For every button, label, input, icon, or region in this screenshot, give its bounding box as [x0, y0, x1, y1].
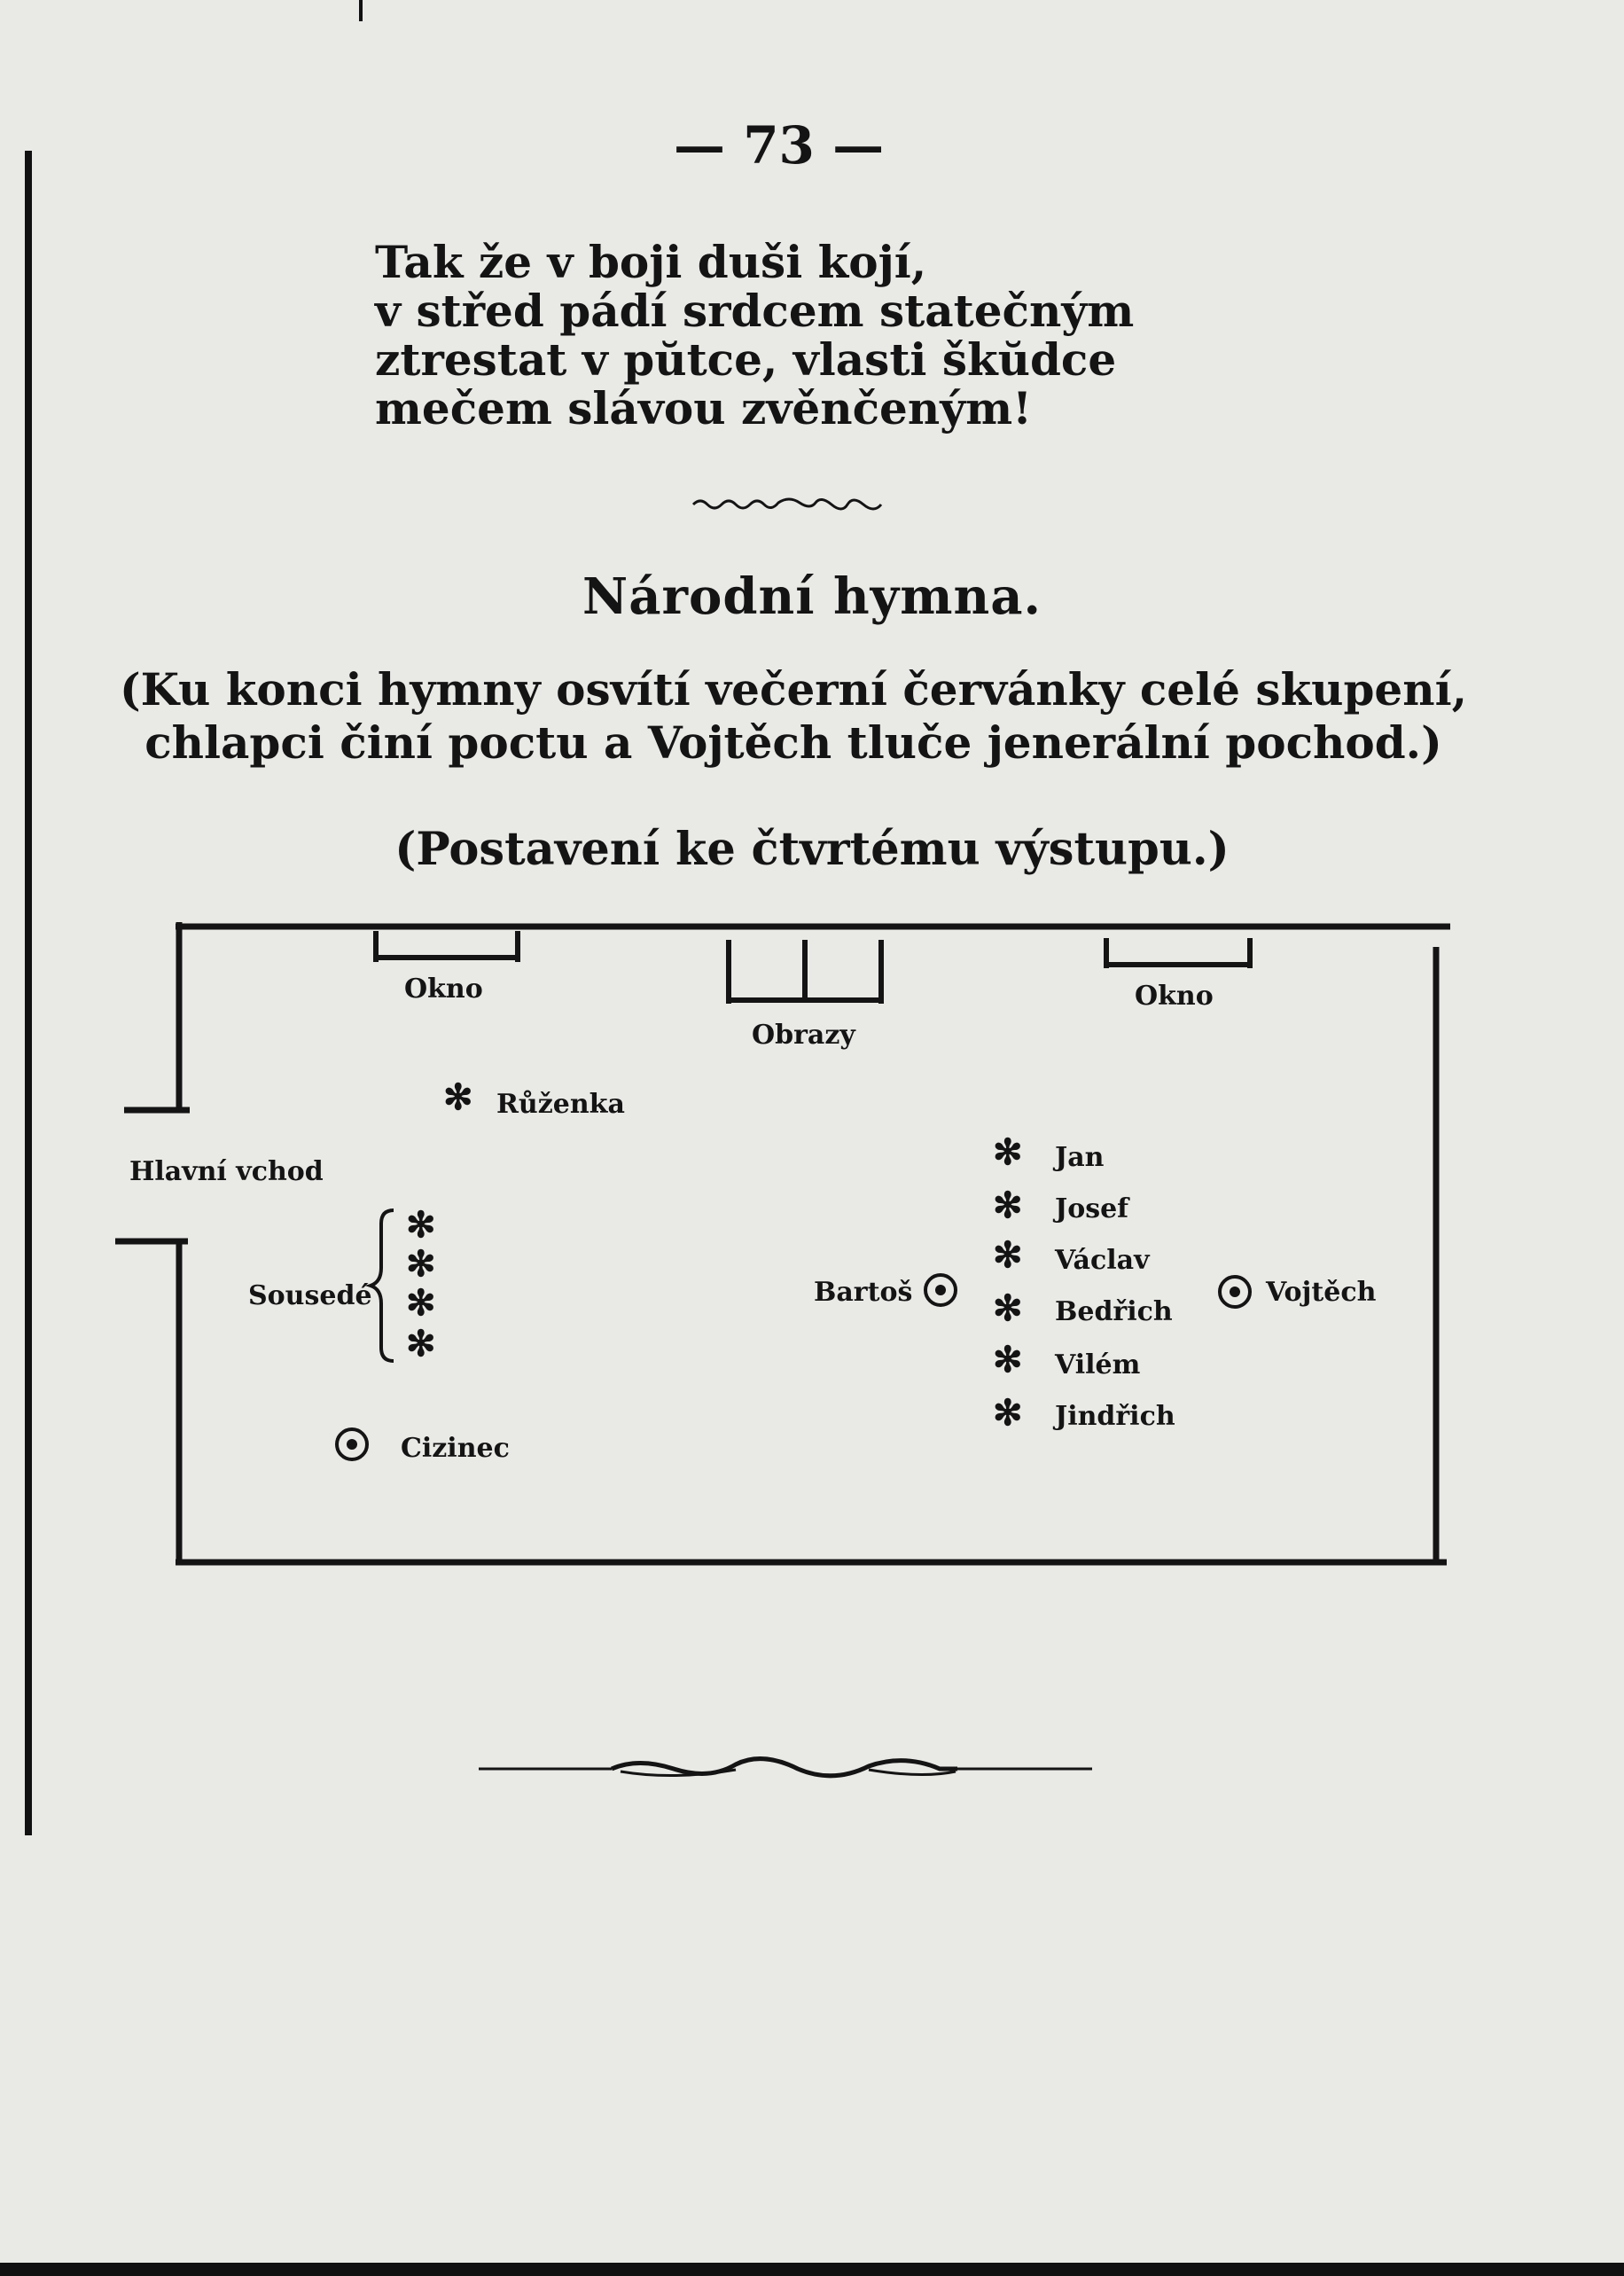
boy-marker: ✻	[993, 1234, 1023, 1276]
boy-marker: ✻	[993, 1131, 1023, 1173]
section-heading: Národní hymna.	[582, 567, 1042, 626]
boy-name: Václav	[1055, 1245, 1150, 1276]
neighbours-label: Sousedé	[248, 1280, 372, 1311]
stranger-marker	[335, 1427, 369, 1461]
boy-name: Vilém	[1055, 1349, 1141, 1380]
boy-marker: ✻	[993, 1287, 1023, 1329]
stranger-label: Cizinec	[401, 1433, 510, 1464]
pictures-label: Obrazy	[752, 1020, 855, 1051]
neighbour-marker: ✻	[406, 1243, 436, 1285]
neighbour-marker: ✻	[406, 1204, 436, 1246]
boy-name: Bedřich	[1055, 1296, 1173, 1327]
boy-marker: ✻	[993, 1185, 1023, 1226]
vojtech-marker	[1218, 1275, 1252, 1309]
stage-direction-line: (Ku konci hymny osvítí večerní červánky celé skupení,	[120, 663, 1467, 716]
ruzenka-label: Růženka	[496, 1089, 625, 1120]
poem-line: ztrestat v pŭtce, vlasti škŭdce	[375, 333, 1117, 386]
stage-direction-line: chlapci činí poctu a Vojtěch tluče jenerální pochod.)	[144, 716, 1442, 769]
entrance-label: Hlavní vchod	[129, 1156, 324, 1187]
poem-line: Tak že v boji duši kojí,	[375, 236, 927, 288]
window-left-label: Okno	[404, 974, 483, 1005]
bartos-marker	[924, 1273, 957, 1307]
boy-marker: ✻	[993, 1339, 1023, 1380]
bartos-label: Bartoš	[814, 1277, 913, 1308]
neighbour-marker: ✻	[406, 1323, 436, 1365]
vojtech-label: Vojtěch	[1266, 1277, 1377, 1308]
window-right-label: Okno	[1135, 981, 1214, 1012]
boy-marker: ✻	[993, 1392, 1023, 1434]
boy-name: Jindřich	[1055, 1401, 1175, 1432]
poem-line: mečem slávou zvěnčeným!	[375, 382, 1033, 434]
ruzenka-marker: ✻	[443, 1076, 473, 1118]
boy-name: Josef	[1055, 1193, 1129, 1224]
neighbour-marker: ✻	[406, 1282, 436, 1324]
plan-caption: (Postavení ke čtvrtému výstupu.)	[394, 823, 1230, 876]
boy-name: Jan	[1055, 1142, 1105, 1173]
poem-line: v střed pádí srdcem statečným	[375, 285, 1135, 337]
page-number: — 73 —	[674, 115, 885, 176]
